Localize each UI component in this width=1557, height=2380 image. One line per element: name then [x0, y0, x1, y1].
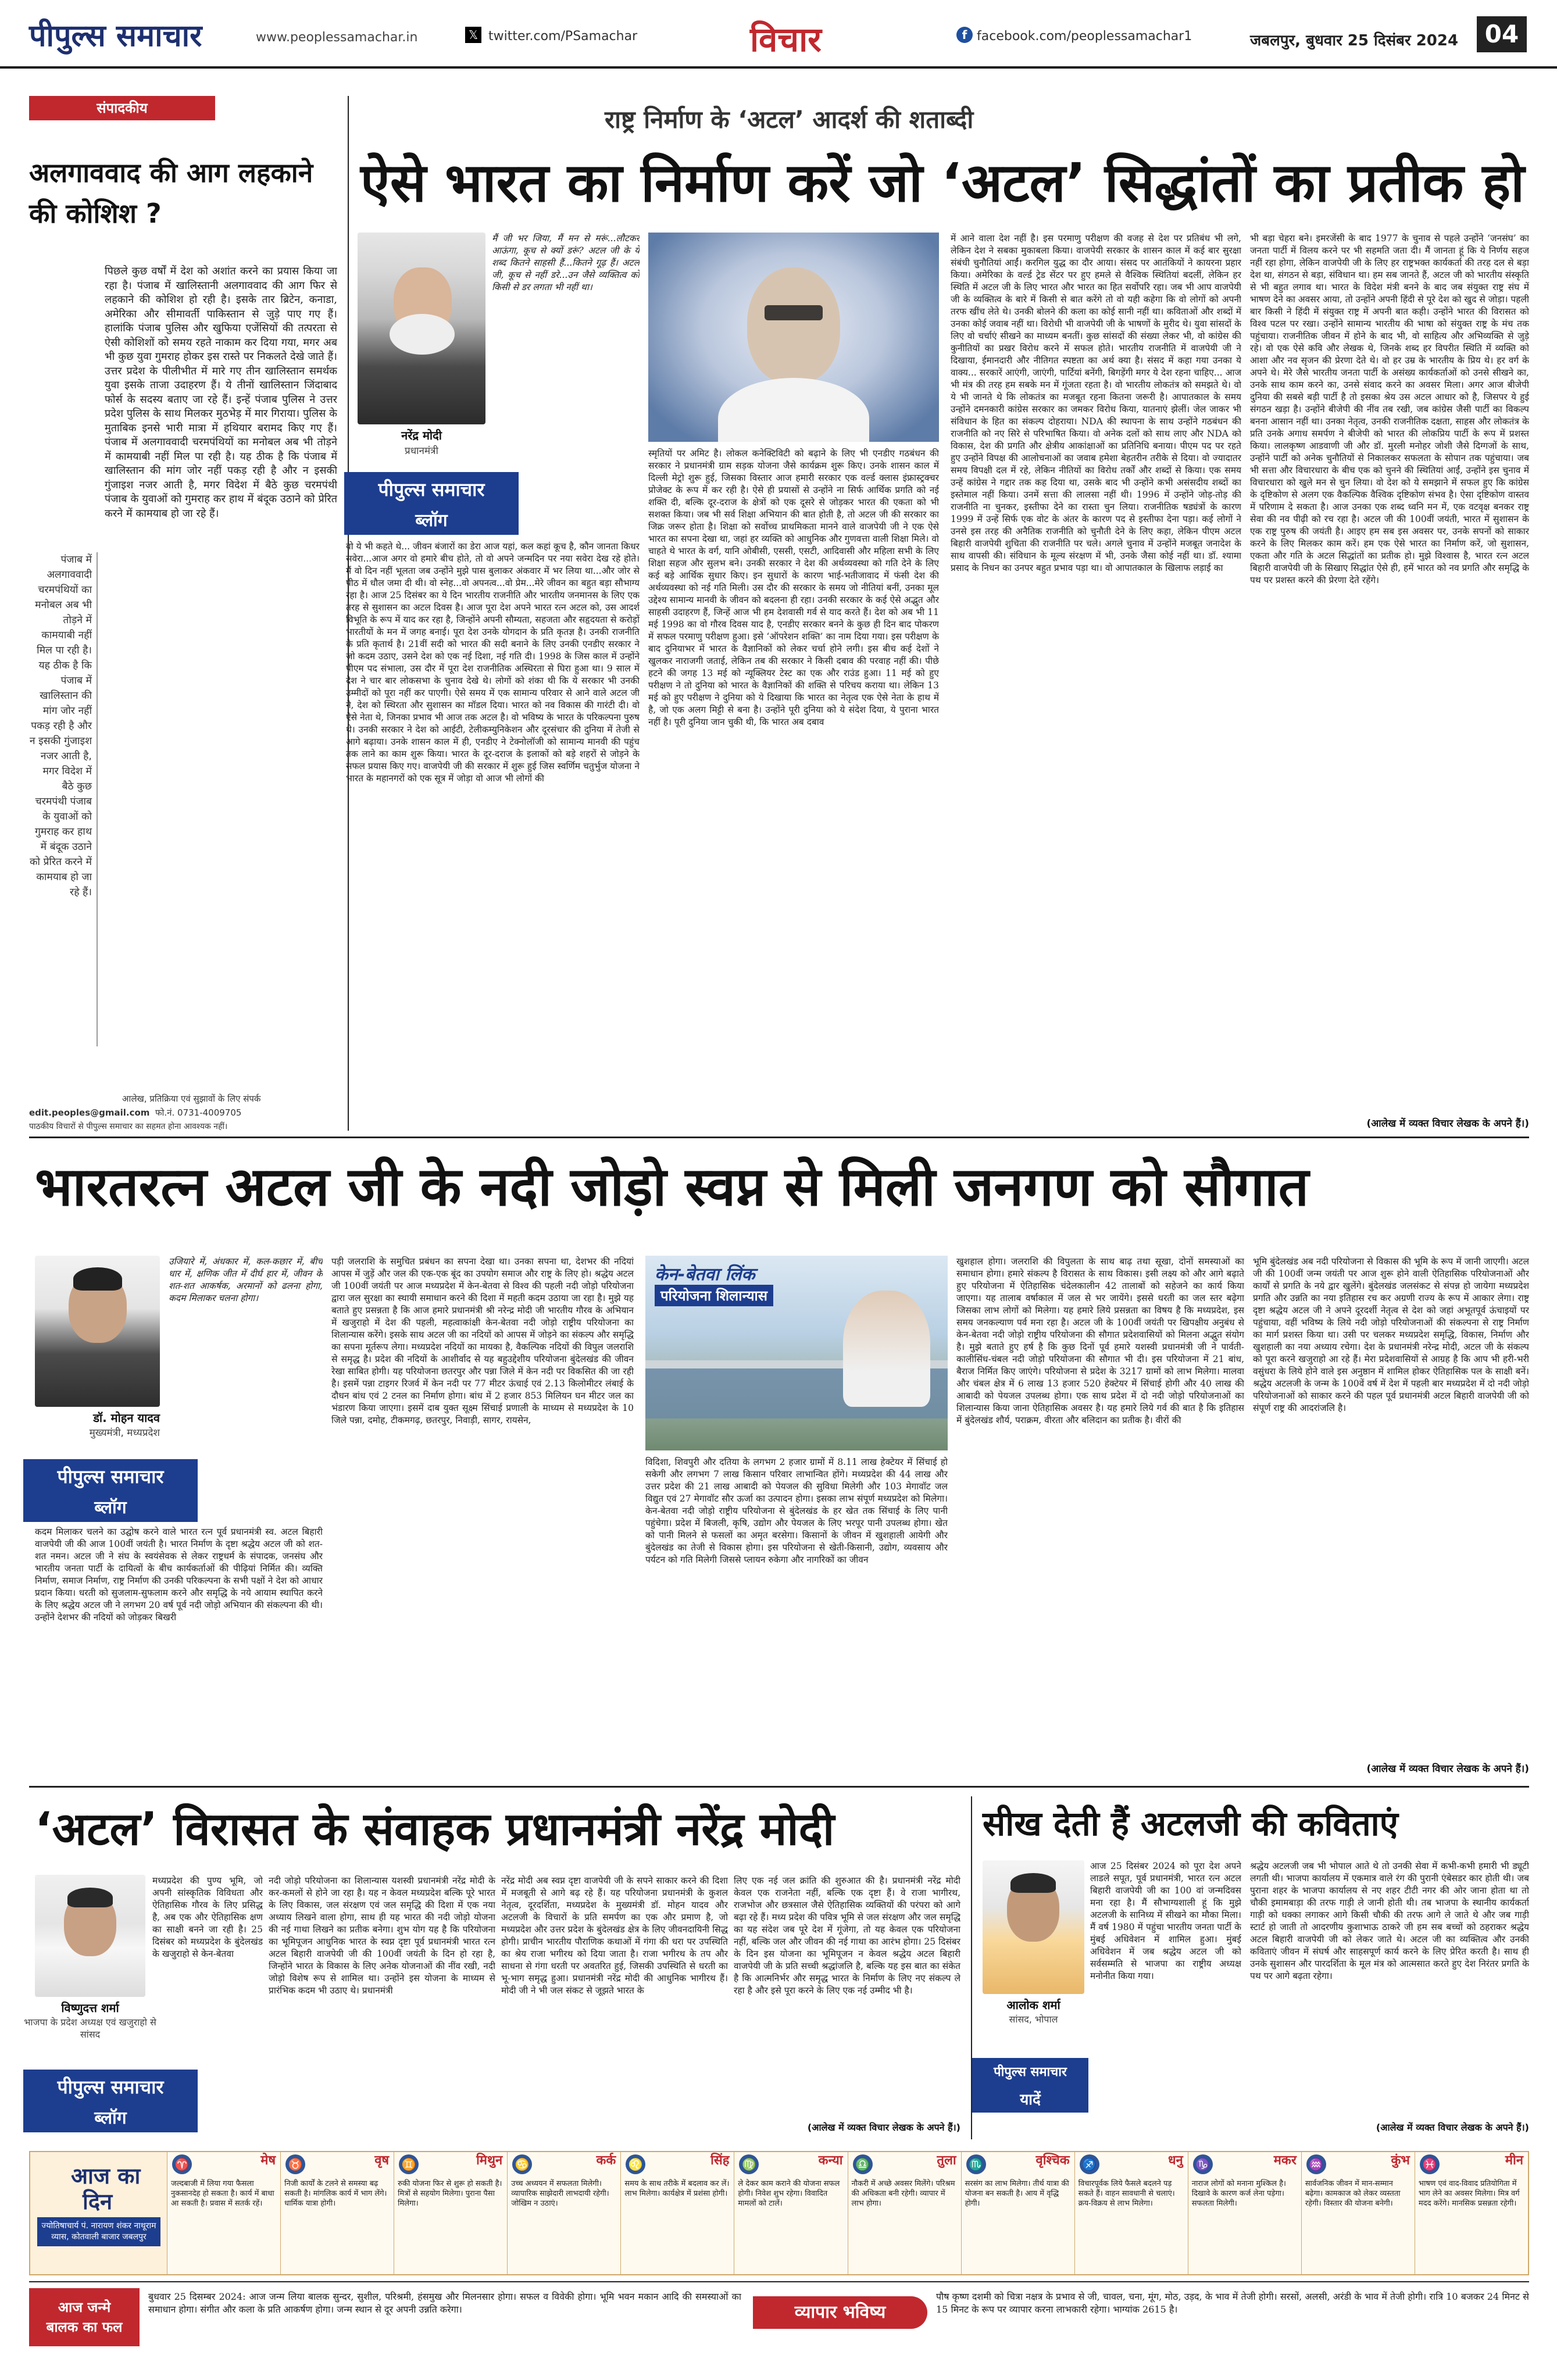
rashi-cell — [1415, 2152, 1528, 2274]
editorial-pullquote: पंजाब में अलगाववादी चरमपंथियों का मनोबल अब भी तोड़ने में कामयाबी नहीं मिल पा रही है। यह ठीक है कि पंजाब में खालिस्तान की मांग जोर नहीं पकड़ रही है और न इसकी गुंजाइश नजर आती है, मगर विदेश में बैठे कुछ चरमपंथी पंजाब के युवाओं को गुमराह कर हाथ में बंदूक उठाने को प्रेरित करने में कामयाब हो जा रहे हैं। — [29, 552, 98, 1046]
zodiac-icon: ♓ — [1420, 2154, 1440, 2174]
astrologer-credit: ज्योतिषाचार्य पं. नारायण शंकर नाथूराम व्यास, कोतवाली बाजार जबलपुर — [37, 2217, 160, 2246]
child-label-2: बालक का फल — [46, 2319, 123, 2335]
rashi-name: वृश्चिक — [1035, 2153, 1070, 2168]
third-col-3: नरेंद्र मोदी अब स्वप्न दृष्टा वाजपेयी जी के सपने साकार करने की दिशा में मजबूती से आगे बढ़ रहे हैं। यह परियोजना प्रधानमंत्री के कुशल नेतृत्व, दूरदर्शिता, मध्यप्रदेश के मुख्यमंत्री डॉ. मोहन यादव और अटलजी के विचारों के प्रति समर्पण का एक और प्रमाण है, जो मध्यप्रदेश और उत्तर प्रदेश के बुंदेलखंड क्षेत्र के लिए जीवनदायिनी सिद्ध होगी। प्राचीन भारतीय पौराणिक कथाओं में गंगा की धरा पर उपस्थिति का श्रेय राजा भगीरथ को दिया जाता है। राजा भगीरथ के तप और साधना से गंगा धरती पर अवतरित हुई, जिसकी उपस्थिति से धरती का भू-भाग समृद्ध हुआ। प्रधानमंत्री नरेंद्र मोदी की आधुनिक भागीरथ हैं। मोदी जी ने भी जल संकट से जूझते भारत के — [501, 1875, 728, 1996]
rashi-cell — [280, 2152, 394, 2274]
fourth-col-1: आज 25 दिसंबर 2024 को पूरा देश अपने लाडले सपूत, पूर्व प्रधानमंत्री, भारत रत्न अटल बिहारी वाजपेयी जी का 100 वां जन्मदिवस मना रहा है। मैं सौभाग्यशाली हूं कि मुझे अटलजी के सानिध्य में सीखने का मौका मिला। मैं वर्ष 1980 में पहुंचा भारतीय जनता पार्टी के मुंबई अधिवेशन में शामिल हुआ। मुंबई अधिवेशन में जब श्रद्धेय अटल जी को सर्वसम्मति से भाजपा का राष्ट्रीय अध्यक्ष मनोनीत किया गया। — [1090, 1861, 1241, 1981]
second-col-4: खुशहाल होगा। जलराशि की विपुलता के साथ बाढ़ तथा सूखा, दोनों समस्याओं का समाधान होगा। हमारे संकल्प है विरासत के साथ विकास। इसी लक्ष्य को और आगे बढ़ाते हुए परियोजना में ऐतिहासिक चंदेलकालीन 42 तालाबों को सहेजने का कार्य किया जाएगा। यह तालाब वर्षाकाल में जल से भर जायेंगे। इससे धरती का जल स्तर बढ़ेगा जिसका लाभ लोगों को मिलेगा। यह हमारे लिये प्रसन्नता का विषय है कि मध्यप्रदेश, इस समय जनकल्याण पर्व मना रहा है। अटल जी के 100वीं जयंती पर खिपक्षीय अनुबंध से केन-बेतवा नदी जोड़ो राष्ट्रीय परियोजना की सौगात प्रदेशवासियों को मिलना अद्भुत संयोग है। मुझे बताते हुए हर्ष है कि कुछ दिनों पूर्व हमारे यशस्वी प्रधानमंत्री जी ने पार्वती-कालीसिंध-चंबल नदी जोड़ो परियोजना की सौगात भी दी। इस परियोजना में 21 बांध, बैराज निर्मित किए जाएंगे। परियोजना से प्रदेश के 3217 ग्रामों को लाभ मिलेगा। मालवा और चंबल क्षेत्र में 6 लाख 13 हजार 520 हेक्टेयर में सिंचाई होगी और 40 लाख की आबादी को पेयजल उपलब्ध होगा। एक साथ प्रदेश में दो नदी जोड़ो परियोजनाओं का शिलान्यास किया जाना ऐतिहासिक अवसर है। यह हमारे लिये गर्व की बात है कि इतिहास में बुंदेलखंड शौर्य, पराक्रम, वीरता और बलिदान का प्रतीक है। वीरों की — [956, 1256, 1244, 1425]
child-label-1: आज जन्मे — [58, 2299, 111, 2315]
contact-phone: फो.नं. 0731-4009705 — [155, 1107, 242, 1118]
rashi-name: मिथुन — [476, 2153, 503, 2168]
yaaden-badge: यादें — [972, 2087, 1088, 2113]
rashi-name: सिंह — [710, 2153, 730, 2168]
rashi-name: कुंभ — [1391, 2153, 1410, 2168]
second-author-name: डॉ. मोहन यादव — [93, 1411, 160, 1425]
rashi-text: उच्च अध्ययन में सफलता मिलेगी। व्यापारिक साझेदारी लाभदायी रहेगी। जोखिम न उठाएं। — [511, 2179, 609, 2208]
rashi-cell — [1188, 2152, 1301, 2274]
rashi-name: मेष — [260, 2153, 276, 2168]
fourth-author-title: सांसद, भोपाल — [1009, 2014, 1058, 2025]
rashi-name: कर्क — [596, 2153, 616, 2168]
fourth-col-2: श्रद्धेय अटलजी जब भी भोपाल आते थे तो उनकी सेवा में कभी-कभी हमारी भी ड्यूटी लगती थी। भाजपा कार्यालय में एकमात्र वाले रंग की पुरानी एंबेसडर कार होती थी। जब पुराना शहर के भाजपा कार्यालय से नए शहर टीटी नगर की ओर जाना होता था तो चौकी इमामबाड़ा की तरफ गाड़ी ले जानी होती थी। तब भाजपा के स्थानीय कार्यकर्ता गाड़ी को धक्का लगाकर आगे किसी चौकी की तरफ आगे ले जाते थे और जब गाड़ी स्टार्ट हो जाती तो आदरणीय कुशाभाऊ ठाकरे जी हम सब बच्चों को ठहराकर श्रद्धेय अटल बिहारी वाजपेयी जी को लेकर जाते थे। अटल जी का व्यक्तित्व और उनकी कविताएं जीवन में संघर्ष और साहसपूर्ण कार्य करने के लिए प्रेरित करती है। साथ ही उनके सुशासन और पारदर्शिता के मूल मंत्र को आत्मसात करते हुए देश निरंतर प्रगति के पथ पर आगे बढ़ता रहेगा। — [1250, 1861, 1529, 1981]
masthead — [0, 0, 1557, 69]
lead-author-title: प्रधानमंत्री — [405, 445, 438, 457]
alok-sharma-photo — [983, 1860, 1084, 1994]
fourth-author-name: आलोक शर्मा — [1006, 1998, 1060, 2012]
rashi-name: वृष — [374, 2153, 390, 2168]
horoscope-title-2: दिन — [83, 2189, 113, 2214]
zodiac-icon: ♈ — [172, 2154, 192, 2174]
contact-disclaimer: पाठकीय विचारों से पीपुल्स समाचार का सहमत होना आवश्यक नहीं। — [29, 1122, 228, 1131]
zodiac-icon: ♑ — [1193, 2154, 1213, 2174]
vd-sharma-photo — [35, 1875, 145, 1997]
zodiac-icon: ♍ — [739, 2154, 759, 2174]
section-title: विचार — [750, 20, 822, 59]
facebook-link[interactable]: facebook.com/peoplessamachar1 — [977, 29, 1192, 44]
horoscope-strip — [29, 2151, 1529, 2275]
yaaden-brand-logo: पीपुल्स समाचार — [972, 2058, 1088, 2087]
editorial-body: पिछले कुछ वर्षों में देश को अशांत करने का प्रयास किया जा रहा है। पंजाब में खालिस्तानी अलगाववाद की आग फिर से लहकाने की कोशिश हो रही है। इसके तार ब्रिटेन, कनाडा, अमेरिका और सीमावर्ती पाकिस्तान से जुड़े पाए गए हैं। हालांकि पंजाब पुलिस और खुफिया एजेंसियों की तत्परता से ऐसी कोशिशों को समय रहते नाकाम कर दिया गया, मगर अब भी कुछ युवा गुमराह होकर इस रास्ते पर निकलते देखे जाते हैं। उत्तर प्रदेश के पीलीभीत में मारे गए तीन खालिस्तान समर्थक युवा इसके ताजा उदाहरण हैं। ये तीनों खालिस्तान जिंदाबाद फोर्स के सदस्य बताए जा रहे हैं। इन्हें पंजाब पुलिस ने उत्तर प्रदेश पुलिस के साथ मिलकर मुठभेड़ में मार गिराया। पुलिस के मुताबिक इनसे भारी मात्रा में हथियार बरामद किए गए हैं। पंजाब में अलगाववादी चरमपंथियों का मनोबल अब भी तोड़ने में कामयाबी नहीं मिल पा रही है। यह ठीक है कि पंजाब में खालिस्तान की मांग जोर नहीं पकड़ रही है और न इसकी गुंजाइश नजर आती है, मगर विदेश में बैठे कुछ चरमपंथी पंजाब के युवाओं को गुमराह कर हाथ में बंदूक उठाने को प्रेरित करने में कामयाब हो जा रहे हैं। — [105, 265, 337, 520]
cm-photo — [35, 1256, 160, 1407]
rashi-cell — [167, 2152, 280, 2274]
rashi-text: नाराज लोगों को मनाना मुश्किल है। दिखावे के कारण कर्ज लेना पड़ेगा। सफलता मिलेगी। — [1191, 2179, 1286, 2208]
blog-badge-3: ब्लॉग — [23, 2104, 198, 2132]
rashi-name: तुला — [937, 2153, 956, 2168]
rashi-cell — [1301, 2152, 1415, 2274]
contact-email[interactable]: edit.peoples@gmail.com — [29, 1107, 150, 1118]
rashi-text: रुकी योजना फिर से शुरू हो सकती है। मित्रों से सहयोग मिलेगा। पुराना पैसा मिलेगा। — [398, 2179, 502, 2208]
ken-betwa-image — [645, 1256, 948, 1450]
dateline: जबलपुर, बुधवार 25 दिसंबर 2024 — [1250, 32, 1459, 49]
page-number: 04 — [1477, 16, 1527, 52]
newspaper-logo[interactable]: पीपुल्स समाचार — [29, 19, 202, 53]
rashi-name: मीन — [1505, 2153, 1523, 2168]
business-label: व्यापार भविष्य — [753, 2296, 927, 2329]
rashi-cell — [1074, 2152, 1188, 2274]
lead-author-name: नरेंद्र मोदी — [401, 428, 442, 442]
third-author-title: भाजपा के प्रदेश अध्यक्ष एवं खजुराहो से सांसद — [24, 2017, 156, 2040]
blog-badge: ब्लॉग — [344, 507, 519, 535]
third-author-name: विष्णुदत्त शर्मा — [61, 2001, 119, 2015]
business-text: पौष कृष्ण दशमी को चित्रा नक्षत्र के प्रभाव से जी, चावल, चना, मूंग, मोठ, उड़द, के भाव में तेजी होगी। सरसों, अलसी, अरंडी के भाव में तेजी होगी। रात्रि 10 बजकर 24 मिनट से 15 मिनट के रूप पर व्यापार करना लाभकारी रहेगा। भाग्यांक 2615 है। — [936, 2291, 1529, 2315]
horoscope-title-1: आज का — [71, 2163, 141, 2189]
fourth-disclaimer: (आलेख में व्यक्त विचार लेखक के अपने हैं।) — [1376, 2122, 1529, 2133]
zodiac-icon: ♌ — [626, 2154, 645, 2174]
zodiac-icon: ♒ — [1306, 2154, 1326, 2174]
third-col-1: मध्यप्रदेश की पुण्य भूमि, जो अपनी सांस्कृतिक विविधता और ऐतिहासिक गौरव के लिए प्रसिद्ध है, अब एक और ऐतिहासिक क्षण का साक्षी बनने जा रही है। 25 दिसंबर को मध्यप्रदेश के बुंदेलखंड के खजुराहो से केन-बेतवा — [152, 1875, 263, 1959]
zodiac-icon: ♎ — [853, 2154, 873, 2174]
lead-col-4: भी बड़ा चेहरा बने। इमरजेंसी के बाद 1977 के चुनाव से पहले उन्होंने ‘जनसंघ’ का जनता पार्टी में विलय करने पर भी सहमति जता दी। मैं जानता हूं कि ये निर्णय सहज नहीं रहा होगा, लेकिन वाजपेयी जी के लिए हर राष्ट्रभक्त कार्यकर्ता की तरह दल से बड़ा देश था, संगठन से बड़ा, संविधान था। हम सब जानते हैं, अटल जी को भारतीय संस्कृति से भी बहुत लगाव था। भारत के विदेश मंत्री बनने के बाद जब संयुक्त राष्ट्र संघ में भाषण देने का अवसर आया, तो उन्होंने अपनी हिंदी से पूरे देश को खुद से जोड़ा। पहली बार किसी ने हिंदी में संयुक्त राष्ट्र में अपनी बात कही। उन्होंने भारत की विरासत को विश्व पटल पर रखा। उन्होंने सामान्य भारतीय की भाषा को संयुक्त राष्ट्र के मंच तक पहुंचाया। राजनीतिक जीवन में होने के बाद भी, वो साहित्य और अभिव्यक्ति से जुड़े रहे। वो एक ऐसे कवि और लेखक थे, जिनके शब्द हर विपरीत स्थिति में व्यक्ति को आशा और नव सृजन की प्रेरणा देते थे। वो हर उम्र के भारतीय के प्रिय थे। हर वर्ग के अपने थे। मेरे जैसे भारतीय जनता पार्टी के असंख्य कार्यकर्ताओं को उनसे सीखने का, उनके साथ काम करने का, उनसे संवाद करने का अवसर मिला। अगर आज बीजेपी दुनिया की सबसे बड़ी पार्टी है तो इसका श्रेय उस अटल आधार को है, जिसपर ये हुई संगठन खड़ा है। उन्होंने बीजेपी की नींव तब रखी, जब कांग्रेस जैसी पार्टी का विकल्प बनना आसान नहीं था। उनका नेतृत्व, उनकी राजनीतिक दक्षता, साहस और लोकतंत्र के प्रति उनके अगाध समर्पण ने बीजेपी को भारत की लोकप्रिय पार्टी के रूप में प्रशस्त किया। लालकृष्ण आडवाणी जी और डॉ. मुरली मनोहर जोशी जैसे दिग्गजों के साथ, उन्होंने पार्टी को अनेक चुनौतियों से निकालकर सफलता के सोपान तक पहुंचाया। जब भी सत्ता और विचारधारा के बीच एक को चुनने की स्थितियां आईं, उन्होंने इस चुनाव में विचारधारा को खुले मन से चुन लिया। वो देश को ये समझाने में सफल हुए कि कांग्रेस के दृष्टिकोण से अलग एक वैकल्पिक वैश्विक दृष्टिकोण संभव है। ऐसा दृष्टिकोण वास्तव में परिणाम दे सकता है। आज उनका एक शब्द ध्वनि मन में, एक वटवृक्ष बनकर राष्ट्र सेवा की नव पीढ़ी को रच रहा है। अटल जी की 100वीं जयंती, भारत में सुशासन के एक राष्ट्र पुरुष की जयंती है। आइए हम सब इस अवसर पर, उनके सपनों को साकार करने के लिए मिलकर काम करें। हम एक ऐसे भारत का निर्माण करें, जो सुशासन, एकता और गति के अटल सिद्धांतों का प्रतीक हो। मुझे विश्वास है, भारत रत्न अटल बिहारी वाजपेयी जी के सिखाए सिद्धांत ऐसे ही, हमें भारत को नव प्रगति और समृद्धि के पथ पर प्रशस्त करने की प्रेरणा देते रहेंगे। — [1250, 233, 1529, 585]
rashi-text: सरसंग का लाभ मिलेगा। तीर्थ यात्रा की योजना बन सकती है। आय में वृद्धि होगी। — [965, 2179, 1069, 2208]
image-caption-bottom: परियोजना शिलान्यास — [655, 1285, 773, 1306]
second-col-2: पड़ी जलराशि के समुचित प्रबंधन का सपना देखा था। उनका सपना था, देशभर की नदियां आपस में जुड़ें और जल की एक-एक बूंद का उपयोग समाज और राष्ट्र के लिए हो। श्रद्धेय अटल जी 100वीं जयंती पर आज मध्यप्रदेश में केन-बेतवा से विश्व की पहली नदी जोड़ो परियोजना द्वारा जल सुरक्षा का स्थायी समाधान करने की दिशा में महती कदम उठाया जा रहा है। मुझे यह बताते हुए प्रसन्नता है कि आज हमारे प्रधानमंत्री श्री नरेन्द्र मोदी जी भारतीय गौरव के अभियान में खजुराहो में देश की पहली, महत्वाकांक्षी केन-बेतवा नदी जोड़ो राष्ट्रीय परियोजना का शिलान्यास करेंगे। इसके साथ अटल जी का नदियों को आपस में जोड़ने का संकल्प और समृद्धि का सपना मूर्तरूप लेगा। मध्यप्रदेश नदियों का मायका है, वैकल्पिक नदियों की विपुल जलराशि से समृद्ध है। प्रदेश की नदियों के आशीर्वाद से यह बहुउद्देशीय परियोजना बुंदेलखंड की जीवन रेखा साबित होगी। यह परियोजना छतरपुर और पन्ना जिले में केन नदी पर विकसित की जा रही है। इसमें पन्ना टाइगर रिजर्व में केन नदी पर 77 मीटर ऊंचाई एवं 2.13 किलोमीटर लंबाई के दौधन बांध एवं 2 टनल का निर्माण होगा। बांध में 2 हजार 853 मिलियन घन मीटर जल का भंडारण किया जाएगा। इसमें दाब युक्त सूक्ष्म सिंचाई प्रणाली के माध्यम से मध्यप्रदेश के 10 जिले पन्ना, दमोह, टीकमगढ़, छतरपुर, निवाड़ी, सागर, रायसेन, — [331, 1256, 634, 1425]
logo-tagline — [29, 3, 31, 12]
second-poem: उजियारे में, अंधकार में, कल-कछार में, बीच धार में, क्षणिक जीत में दीर्घ हार में, जीवन के शत-शत आकर्षक, अरमानों को ढलना होगा, कदम मिलाकर चलना होगा। — [169, 1256, 323, 1303]
child-text: बुधवार 25 दिसम्बर 2024: आज जन्म लिया बालक सुन्दर, सुशील, परिश्रमी, हंसमुख और मिलनसार होगा। सफल व विवेकी होगा। भूमि भवन मकान आदि की समस्याओं का समाधान होगा। संगीत और कला के प्रति आकर्षण होगा। जन्म स्थान से दूर अपनी उन्नति करेगा। — [148, 2291, 741, 2315]
second-disclaimer: (आलेख में व्यक्त विचार लेखक के अपने हैं।) — [1366, 1763, 1529, 1775]
rashi-name: कन्या — [818, 2153, 843, 2168]
rashi-text: भाषण एवं वाद-विवाद प्रतियोगिता में भाग लेने का अवसर मिलेगा। मित्र वर्ग मदद करेंगे। मानसिक प्रसन्नता रहेगी। — [1418, 2179, 1520, 2208]
second-col-1a — [169, 1427, 323, 1485]
lead-kicker: राष्ट्र निर्माण के ‘अटल’ आदर्श की शताब्दी — [605, 105, 974, 134]
third-headline: ‘अटल’ विरासत के संवाहक प्रधानमंत्री नरेंद्र मोदी — [35, 1803, 835, 1856]
author-photo — [358, 233, 485, 424]
image-caption-top: केन-बेतवा लिंक — [655, 1264, 755, 1285]
atal-illustration — [648, 233, 939, 442]
child-label — [29, 2288, 140, 2346]
lead-poem: मैं जी भर जिया, मैं मन से मरूं...लौटकर आऊंगा, कूच से क्यों डरूं? अटल जी के ये शब्द कितने साहसी हैं...कितने गूढ़ हैं। अटल जी, कूच से नहीं डरे...उन जैसे व्यक्तित्व को किसी से डर लगता भी नहीं था। — [492, 233, 640, 292]
rashi-cell — [848, 2152, 961, 2274]
rashi-text: विचारपूर्वक लिये फैसले बदलने पड़ सकते हैं। वाहन सावधानी से चलाएं। क्रय-विक्रय से लाभ मिलेगा। — [1078, 2179, 1175, 2208]
lead-col-3: में आने वाला देश नहीं है। इस परमाणु परीक्षण की वजह से देश पर प्रतिबंध भी लगे, लेकिन देश ने सबका मुकाबला किया। वाजपेयी सरकार के शासन काल में कई बार सुरक्षा संबंधी चुनौतियां आईं। करगिल युद्ध का दौर आया। संसद पर आतंकियों ने कायरना प्रहार किया। अमेरिका के वर्ल्ड ट्रेड सेंटर पर हुए हमले से वैश्विक स्थितियां बदलीं, लेकिन हर स्थिति में अटल जी के लिए भारत और भारत का हित सर्वोपरि रहा। जब भी आप वाजपेयी जी के व्यक्तित्व के बारे में किसी से बात करेंगे तो वो यही कहेगा कि वो लोगों को अपनी तरफ खींच लेते थे। उनकी बोलने की कला का कोई सानी नहीं था। कविताओं और शब्दों में उनका कोई जवाब नहीं था। विरोधी भी वाजपेयी जी के भाषणों के मुरीद थे। युवा सांसदों के लिए वो चर्चाएं सीखने का माध्यम बनतीं। कुछ सांसदों की संख्या लेकर भी, वो कांग्रेस की कुनीतियों का प्रखर विरोध करने में सफल होते। भारतीय राजनीति में वाजपेयी जी ने दिखाया, ईमानदारी और नीतिगत स्पष्टता का अर्थ क्या है। संसद में कहा गया उनका ये वाक्य... सरकारें आएंगी, जाएंगी, पार्टियां बनेंगी, बिगड़ेंगी मगर ये देश रहना चाहिए... आज भी मंत्र की तरह हम सबके मन में गूंजता रहता है। वो भारतीय लोकतंत्र को समझते थे। वो ये भी जानते थे कि लोकतंत्र का मजबूत रहना कितना जरूरी है। आपातकाल के समय उन्होंने दमनकारी कांग्रेस सरकार का जमकर विरोध किया, यातनाएं झेलीं। जेल जाकर भी संविधान के हित का संकल्प दोहराया। NDA की स्थापना के साथ उन्होंने गठबंधन की राजनीति को नए सिरे से परिभाषित किया। वो अनेक दलों को साथ लाए और NDA को विकास, देश की प्रगति और क्षेत्रीय आकांक्षाओं का प्रतिनिधि बनाया। पीएम पद पर रहते हुए उन्होंने विपक्ष की आलोचनाओं का जवाब हमेशा बेहतरीन तरीके से दिया। वो ज्यादातर समय विपक्षी दल में रहे, लेकिन नीतियों का विरोध तर्कों और शब्दों से किया। एक समय उन्हें कांग्रेस ने गद्दार तक कह दिया था, उसके बाद भी उन्होंने कभी असंसदीय शब्दों का इस्तेमाल नहीं किया। उनमें सत्ता की लालसा नहीं थी। 1996 में उन्होंने जोड़-तोड़ की राजनीति ना चुनकर, इस्तीफा देने का रास्ता चुन लिया। राजनीतिक षड्यंत्रों के कारण 1999 में उन्हें सिर्फ एक वोट के अंतर के कारण पद से इस्तीफा देना पड़ा। कई लोगों ने उनसे इस तरह की अनैतिक राजनीति को चुनौती देने के लिए कहा, लेकिन पीएम अटल बिहारी वाजपेयी शुचिता की राजनीति पर चले। अगले चुनाव में उन्होंने मजबूत जनादेश के साथ वापसी की। संविधान के मूल्य संरक्षण में भी, उनके जैसा कोई नहीं था। डॉ. श्यामा प्रसाद के निधन का उनपर बहुत प्रभाव पड़ा था। वो आपातकाल के खिलाफ लड़ाई का — [951, 233, 1241, 573]
rashi-text: समय के साथ तरीके में बदलाव कर लें। लाभ मिलेगा। कार्यक्षेत्र में प्रशंसा होगी। — [624, 2179, 730, 2198]
rashi-name: मकर — [1273, 2153, 1297, 2168]
footer — [29, 2281, 1529, 2351]
zodiac-icon: ♋ — [512, 2154, 532, 2174]
rashi-cell — [734, 2152, 847, 2274]
rashi-cell — [507, 2152, 620, 2274]
lead-col-1: वो ये भी कहते थे... जीवन बंजारों का डेरा आज यहां, कल कहां कूच है, कौन जानता किधर सवेरा...आज अगर वो हमारे बीच होते, तो वो अपने जन्मदिन पर नया सवेरा देख रहे होते। मैं वो दिन नहीं भूलता जब उन्होंने मुझे पास बुलाकर अंकवार में भर लिया था...और जोर से पीठ में धौल जमा दी थी। वो स्नेह...वो अपनत्व...वो प्रेम...मेरे जीवन का बहुत बड़ा सौभाग्य रहा है। आज 25 दिसंबर का ये दिन भारतीय राजनीति और भारतीय जनमानस के लिए एक तरह से सुशासन का अटल दिवस है। आज पूरा देश अपने भारत रत्न अटल को, उस आदर्श विभूति के रूप में याद कर रहा है, जिन्होंने अपनी सौम्यता, सहजता और सहृदयता से करोड़ों भारतीयों के मन में जगह बनाई। पूरा देश उनके योगदान के प्रति कृतज्ञ है। उनकी राजनीति के प्रति कृतार्थ है। 21वीं सदी को भारत की सदी बनाने के लिए उनकी एनडीए सरकार ने जो कदम उठाए, उसने देश को एक नई दिशा, नई गति दी। 1998 के जिस काल में उन्होंने पीएम पद संभाला, उस दौर में पूरा देश राजनीतिक अस्थिरता से घिरा हुआ था। 9 साल में देश ने चार बार लोकसभा के चुनाव देखे थे। लोगों को शंका थी कि ये सरकार भी उनकी उम्मीदों को पूरा नहीं कर पाएगी। ऐसे समय में एक सामान्य परिवार से आने वाले अटल जी ने, देश को स्थिरता और सुशासन का मॉडल दिया। भारत को नव विकास की गारंटी दी। वो ऐसे नेता थे, जिनका प्रभाव भी आज तक अटल है। वो भविष्य के भारत के परिकल्पना पुरुष थे। उनकी सरकार ने देश को आईटी, टेलीकम्युनिकेशन और दूरसंचार की दुनिया में तेजी से आगे बढ़ाया। उनके शासन काल में ही, एनडीए ने टेक्नोलॉजी को सामान्य मानवी की पहुंच तक लाने का काम शुरू किया। भारत के दूर-दराज के इलाकों को बड़े शहरों से जोड़ने के सफल प्रयास किए गए। वाजपेयी जी की सरकार में शुरू हुई जिस स्वर्णिम चतुर्भुज योजना ने भारत के महानगरों को एक सूत्र में जोड़ा वो आज भी लोगों की — [346, 541, 640, 784]
zodiac-icon: ♐ — [1080, 2154, 1099, 2174]
website-link[interactable]: www.peoplessamachar.in — [256, 30, 418, 45]
zodiac-icon: ♉ — [285, 2154, 305, 2174]
facebook-icon: f — [956, 27, 973, 43]
rashi-row — [167, 2152, 1528, 2274]
second-col-3: विदिशा, शिवपुरी और दतिया के लगभग 2 हजार ग्रामों में 8.11 लाख हेक्टेयर में सिंचाई हो सकेगी और लगभग 7 लाख किसान परिवार लाभान्वित होंगे। मध्यप्रदेश की 44 लाख और उत्तर प्रदेश की 21 लाख आबादी को पेयजल की सुविधा मिलेगी और 103 मेगावॉट जल विद्युत एवं 27 मेगावॉट सौर ऊर्जा का उत्पादन होगा। इसका लाभ संपूर्ण मध्यप्रदेश को मिलेगा। केन-बेतवा नदी जोड़ो राष्ट्रीय परियोजना से बुंदेलखंड के हर खेत तक सिंचाई के लिए पानी पहुंचेगा। प्रदेश में बिजली, कृषि, उद्योग और पेयजल के लिए भरपूर पानी उपलब्ध होगा। खेत को पानी मिलने से फसलों का अमृत बरसेगा। किसानों के जीवन में खुशहाली आयेगी और बुंदेलखंड का तेजी से विकास होगा। इस परियोजना से खेती-किसानी, उद्योग, व्यवसाय और पर्यटन को गति मिलेगी जिससे प्लायन रुकेगा और नागरिकों का जीवन — [645, 1457, 948, 1565]
second-col-5: भूमि बुंदेलखंड अब नदी परियोजना से विकास की भूमि के रूप में जानी जाएगी। अटल जी की 100वीं जन्म जयंती पर आज शुरू होने वाली ऐतिहासिक परियोजनाओं और कार्यों से प्रगति के नये द्वार खुलेंगे। बुंदेलखंड जलसंकट से संपन्न हो जायेगा मध्यप्रदेश प्रगति और उन्नति का नया इतिहास रच कर अग्रणी राज्य के रूप में आकार लेगा। राष्ट्र दृष्टा श्रद्धेय अटल जी ने अपने दूरदर्शी नेतृत्व से देश को जहां अभूतपूर्व ऊंचाइयों पर पहुंचाया, वहीं भविष्य के लिये नदी जोड़ो परियोजनाओं की संकल्पना से राष्ट्र निर्माण का मार्ग प्रशस्त किया था। उसी पर चलकर मध्यप्रदेश समृद्धि, विकास, निर्माण और खुशहाली का नया अध्याय रचेगा। देश के प्रधानमंत्री नरेन्द्र मोदी, अटल जी के संकल्प को पूरा करने खजुराहो आ रहे हैं। मेरा प्रदेशवासियों से आग्रह है कि आप भी हरी-भरी वसुंधरा के लिये होने वाले इस अनुष्ठान में शामिल होकर ऐतिहासिक पल के साक्षी बनें। श्रद्धेय अटलजी के जन्म के 100वें वर्ष में देश में पहली बार मध्यप्रदेश में दो नदी जोड़ो परियोजनाओं को साकार करने की पहल पूर्व प्रधानमंत्री अटल बिहारी वाजपेयी जी को संपूर्ण राष्ट्र की आदरांजलि है। — [1253, 1256, 1529, 1413]
blog-brand-logo-3: पीपुल्स समाचार — [23, 2070, 198, 2104]
rashi-cell — [394, 2152, 507, 2274]
editorial-label: संपादकीय — [29, 96, 215, 120]
second-author-title: मुख्यमंत्री, मध्यप्रदेश — [89, 1427, 160, 1439]
editorial-contact — [29, 1093, 343, 1132]
third-col-4: लिए एक नई जल क्रांति की शुरुआत की है। प्रधानमंत्री नरेंद्र मोदी केवल एक राजनेता नहीं, बल्कि एक दृष्टा हैं। वे राजा भागीरथ, राजभोज और छत्रसाल जैसे ऐतिहासिक व्यक्तियों की परंपरा को आगे बढ़ा रहे हैं। मध्य प्रदेश की पवित्र भूमि से जल संरक्षण और जल समृद्धि का यह संदेश जब पूरे देश में गूंजेगा, तो यह केवल एक परियोजना नहीं, बल्कि जल और जीवन की नई गाथा का आरंभ होगा। 25 दिसंबर के दिन इस योजना का भूमिपूजन न केवल श्रद्धेय अटल बिहारी वाजपेयी जी के प्रति सच्ची श्रद्धांजलि है, बल्कि यह इस बात का संकेत है कि आत्मनिर्भर और समृद्ध भारत के निर्माण के लिए नए संकल्प ले रहा है और इसे पूरा करने के लिए एक नई उम्मीद भी है। — [734, 1875, 960, 1996]
editorial-title: अलगाववाद की आग लहकाने की कोशिश ? — [29, 157, 313, 229]
zodiac-icon: ♊ — [399, 2154, 419, 2174]
blog-badge-2: ब्लॉग — [23, 1494, 198, 1522]
lead-disclaimer: (आलेख में व्यक्त विचार लेखक के अपने हैं।) — [1366, 1118, 1529, 1130]
rashi-cell — [961, 2152, 1074, 2274]
blog-brand-logo-2: पीपुल्स समाचार — [23, 1459, 198, 1494]
zodiac-icon: ♏ — [966, 2154, 986, 2174]
contact-line: आलेख, प्रतिक्रिया एवं सुझावों के लिए संपर्क — [122, 1093, 261, 1104]
rashi-name: धनु — [1167, 2153, 1183, 2168]
rashi-text: निजी कार्यों के टलने से समस्या बढ़ सकती है। मांगलिक कार्य में भाग लेंगे। धार्मिक यात्रा होगी। — [284, 2179, 387, 2208]
rashi-text: जल्दबाजी में लिया गया फैसला नुकसानदेह हो सकता है। कार्य में बाधा आ सकती है। प्रवास में सतर्क रहें। — [171, 2179, 274, 2208]
blog-brand-logo: पीपुल्स समाचार — [344, 472, 519, 507]
rashi-text: सार्वजनिक जीवन में मान-सम्मान बढ़ेगा। कामकाज को लेकर व्यस्तता रहेगी। विस्तार की योजना बनेगी। — [1305, 2179, 1401, 2208]
rashi-text: नौकरी में अच्छे अवसर मिलेंगे। परिश्रम की अधिकता बनी रहेगी। व्यापार में लाभ होगा। — [851, 2179, 955, 2208]
fourth-headline: सीख देती हैं अटलजी की कविताएं — [983, 1804, 1398, 1843]
twitter-link[interactable]: twitter.com/PSamachar — [488, 29, 638, 44]
third-col-2: नदी जोड़ो परियोजना का शिलान्यास यशस्वी प्रधानमंत्री नरेंद्र मोदी के कर-कमलों से होने जा रहा है। यह न केवल मध्यप्रदेश बल्कि पूरे भारत के लिए विकास, जल संरक्षण एवं जल समृद्धि की दिशा में एक नया अध्याय लिखने वाला होगा, साथ ही यह भारत की नदी जोड़ो योजना की नई गाथा लिखने का प्रतीक बनेगा। शुभ योग यह है कि परियोजना का भूमिपूजन आधुनिक भारत के स्वप्न दृष्टा पूर्व प्रधानमंत्री भारत रत्न अटल बिहारी वाजपेयी जी की 100वीं जयंती के दिन हो रहा है, जिन्होंने भारत के विकास के लिए अनेक योजनाओं की नींव रखी, नदी जोड़ो विशेष रूप से शामिल था। उन्होंने इस योजना के माध्यम से प्रारंभिक कदम भी उठाए थे। प्रधानमंत्री — [269, 1875, 495, 1996]
rashi-cell — [620, 2152, 734, 2274]
third-disclaimer: (आलेख में व्यक्त विचार लेखक के अपने हैं।) — [807, 2122, 960, 2133]
second-col-1: कदम मिलाकर चलने का उद्घोष करने वाले भारत रत्न पूर्व प्रधानमंत्री स्व. अटल बिहारी वाजपेयी जी की आज 100वीं जयंती है। भारत निर्माण के दृष्टा श्रद्धेय अटल जी को शत-शत नमन। अटल जी ने संघ के स्वयंसेवक से लेकर राष्ट्रधर्म के संपादक, जनसंघ और भारतीय जनता पार्टी के दायित्वों के बीच कार्यकर्ताओं की पीढ़ियां निर्मित की। व्यक्ति निर्माण, समाज निर्माण, राष्ट्र निर्माण की उनकी परिकल्पना के सभी पक्षों ने देश को आधार प्रदान किया। धरती को सुजलाम-सुफलाम करने और समृद्धि के नये आयाम स्थापित करने के लिए श्रद्धेय अटल जी ने लगभग 20 वर्ष पूर्व नदी जोड़ो अभियान की संकल्पना की थी। उन्होंने देशभर की नदियों को जोड़कर बिखरी — [35, 1527, 323, 1623]
x-twitter-icon: 𝕏 — [465, 27, 481, 43]
lead-headline: ऐसे भारत का निर्माण करें जो ‘अटल’ सिद्धांतों का प्रतीक हो — [360, 152, 1525, 214]
second-headline: भारतरत्न अटल जी के नदी जोड़ो स्वप्न से मिली जनगण को सौगात — [35, 1155, 1309, 1218]
horoscope-title-box — [30, 2152, 167, 2274]
rashi-text: ले देकर काम कराने की योजना सफल होगी। निवेश शुभ रहेगा। विवादित मामलों को टालें। — [738, 2179, 840, 2208]
lead-col-2: स्मृतियों पर अमिट है। लोकल कनेक्टिविटी को बढ़ाने के लिए भी एनडीए गठबंधन की सरकार ने प्रधानमंत्री ग्राम सड़क योजना जैसे कार्यक्रम शुरू किए। उनके शासन काल में दिल्ली मेट्रो शुरू हुई, जिसका विस्तार आज हमारी सरकार एक वर्ल्ड क्लास इंफ्रास्ट्रक्चर प्रोजेक्ट के रूप में कर रही है। ऐसे ही प्रयासों से उन्होंने ना सिर्फ आर्थिक प्रगति को नई शक्ति दी, बल्कि दूर-दराज के क्षेत्रों को एक दूसरे से जोड़कर भारत की एकता को भी सशक्त किया। जब भी सर्व शिक्षा अभियान की बात होती है, तो अटल जी की सरकार का जिक्र जरूर होता है। शिक्षा को सर्वोच्च प्राथमिकता मानने वाले वाजपेयी जी ने एक ऐसे भारत का सपना देखा था, जहां हर व्यक्ति को आधुनिक और गुणवत्ता वाली शिक्षा मिले। वो चाहते थे भारत के वर्ग, यानि ओबीसी, एससी, एसटी, आदिवासी और महिला सभी के लिए शिक्षा सहज और सुलभ बने। उनकी सरकार ने देश की अर्थव्यवस्था को गति देने के लिए कई बड़े आर्थिक सुधार किए। इन सुधारों के कारण भाई-भतीजावाद में फंसी देश की अर्थव्यवस्था को नई गति मिली। उस दौर की सरकार के समय जो नीतियां बनीं, उनका मूल उद्देश्य सामान्य मानवी के जीवन को बदलना ही रहा। उनकी सरकार के कई ऐसे अद्भुत और साहसी उदाहरण हैं, जिन्हें आज भी हम देशवासी गर्व से याद करते हैं। देश को अब भी 11 मई 1998 का वो गौरव दिवस याद है, एनडीए सरकार बनने के कुछ ही दिन बाद पोकरण में सफल परमाणु परीक्षण हुआ। इसे ‘ऑपरेशन शक्ति’ का नाम दिया गया। इस परीक्षण के बाद दुनियाभर में भारत के वैज्ञानिकों को लेकर चर्चा होने लगी। इस बीच कई देशों ने खुलकर नाराजगी जताई, लेकिन तब की सरकार ने किसी दबाव की परवाह नहीं की। पीछे हटने की जगह 13 मई को न्यूक्लियर टेस्ट का एक और राउंड हुआ। 11 मई को हुए परीक्षण ने तो दुनिया को भारत के वैज्ञानिकों की शक्ति से परिचय कराया था। लेकिन 13 मई को हुए परीक्षण ने दुनिया को ये दिखाया कि भारत का नेतृत्व एक ऐसे नेता के हाथ में है, जो एक अलग मिट्टी से बना है। उन्होंने पूरी दुनिया को ये संदेश दिया, ये पुराना भारत नहीं है। पूरी दुनिया जान चुकी थी, कि भारत अब दबाव — [648, 448, 939, 727]
